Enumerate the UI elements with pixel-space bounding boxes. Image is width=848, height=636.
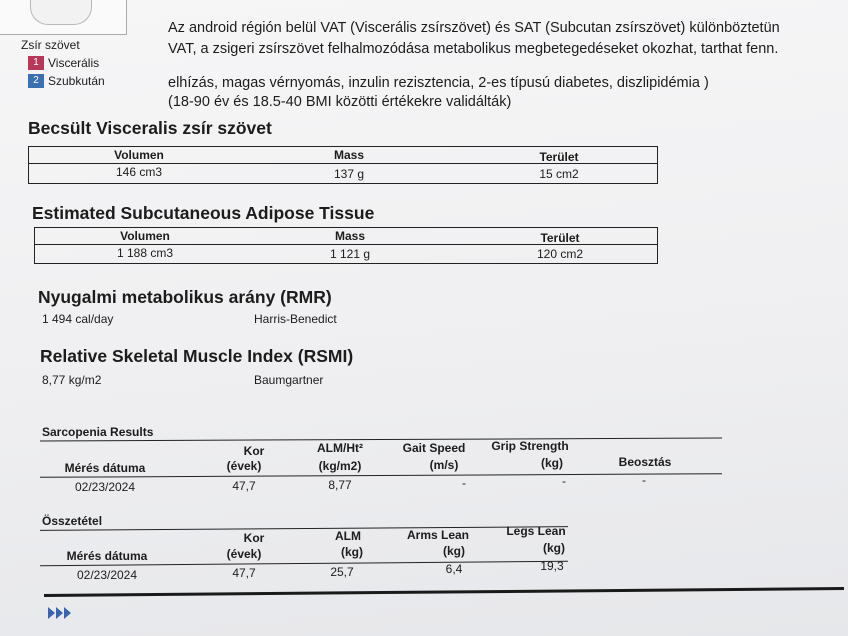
composition-title: Összetétel (42, 514, 103, 528)
arrow-icon (46, 604, 76, 622)
column-header: (kg) (341, 545, 363, 559)
table-header-row (35, 228, 657, 245)
vat-table (28, 146, 658, 184)
column-header: Arms Lean (406, 528, 470, 542)
sat-table (34, 227, 658, 264)
legend-label: Szubkután (48, 74, 105, 88)
column-header: ALM (335, 529, 361, 543)
sat-area: 120 cm2 (536, 247, 584, 261)
column-header: Volumen (120, 229, 170, 243)
sarcopenia-date: 02/23/2024 (74, 480, 136, 494)
column-header: Beosztás (618, 455, 672, 469)
column-header: Mérés dátuma (66, 549, 148, 563)
sat-volume: 1 188 cm3 (116, 246, 174, 260)
sarcopenia-age: 47,7 (232, 479, 256, 493)
column-header: (kg) (541, 456, 563, 470)
column-header: Gait Speed (402, 441, 466, 455)
composition-legs-lean: 19,3 (540, 559, 564, 573)
table-header-row (29, 147, 657, 164)
intro-line: elhízás, magas vérnyomás, inzulin rezisztencia, 2-es típusú diabetes, diszlipidémia ) (168, 75, 709, 91)
sat-title: Estimated Subcutaneous Adipose Tissue (32, 203, 375, 223)
table-row (35, 245, 657, 261)
intro-line: Az android régión belül VAT (Viscerális zsírszövet) és SAT (Subcutan zsírszövet) különböztetün (168, 20, 780, 36)
legend-label: Viscerális (48, 56, 100, 70)
rsmi-title: Relative Skeletal Muscle Index (RSMI) (40, 346, 354, 366)
sarcopenia-grade: - (642, 473, 646, 487)
column-header: (kg/m2) (318, 459, 362, 473)
rsmi-value: 8,77 kg/m2 (42, 373, 102, 387)
column-header: (kg) (443, 544, 465, 558)
column-header: (kg) (543, 541, 565, 555)
sat-mass: 1 121 g (329, 247, 371, 261)
table-row (29, 164, 657, 180)
composition-date: 02/23/2024 (76, 568, 138, 582)
legend-swatch: 1 (28, 56, 44, 70)
column-header: (évek) (226, 459, 262, 473)
column-header: Volumen (114, 148, 164, 162)
divider (40, 526, 568, 531)
column-header: Mass (333, 148, 365, 162)
column-header: Kor (243, 444, 265, 458)
legend-swatch: 2 (28, 74, 44, 88)
legend-title: Zsír szövet (21, 38, 80, 52)
intro-line: VAT, a zsigeri zsírszövet felhalmozódása metabolikus megbetegedéseket okozhat, tarthat fenn. (168, 41, 779, 57)
column-header: (évek) (226, 547, 262, 561)
column-header: (m/s) (429, 458, 459, 472)
legend-item-subcutaneous (28, 74, 105, 88)
rmr-title: Nyugalmi metabolikus arány (RMR) (38, 287, 332, 307)
column-header: ALM/Ht² (317, 441, 363, 455)
composition-age: 47,7 (232, 566, 256, 580)
footer-rule (44, 587, 844, 597)
column-header: Mass (334, 229, 366, 243)
composition-arms-lean: 6,4 (445, 562, 463, 576)
sarcopenia-alm-ht: 8,77 (328, 478, 352, 492)
rmr-value: 1 494 cal/day (42, 312, 114, 326)
vat-title: Becsült Visceralis zsír szövet (28, 118, 272, 138)
column-header: Mérés dátuma (64, 461, 146, 475)
column-header: Legs Lean (506, 524, 566, 538)
sarcopenia-title: Sarcopenia Results (42, 425, 154, 439)
body-figure-icon (30, 0, 92, 25)
rsmi-method: Baumgartner (254, 373, 324, 387)
vat-area: 15 cm2 (539, 167, 579, 181)
column-header: Terület (539, 150, 579, 164)
column-header: Terület (540, 231, 580, 245)
sarcopenia-gait: - (462, 476, 466, 490)
vat-volume: 146 cm3 (115, 165, 163, 179)
column-header: Grip Strength (491, 439, 569, 453)
column-header: Kor (243, 531, 265, 545)
legend-item-visceral (28, 56, 99, 70)
rmr-method: Harris-Benedict (254, 312, 337, 326)
intro-line: (18-90 év és 18.5-40 BMI közötti értékekre validálták) (168, 94, 512, 110)
composition-alm: 25,7 (330, 565, 354, 579)
sarcopenia-grip: - (562, 474, 566, 488)
vat-mass: 137 g (333, 167, 365, 181)
